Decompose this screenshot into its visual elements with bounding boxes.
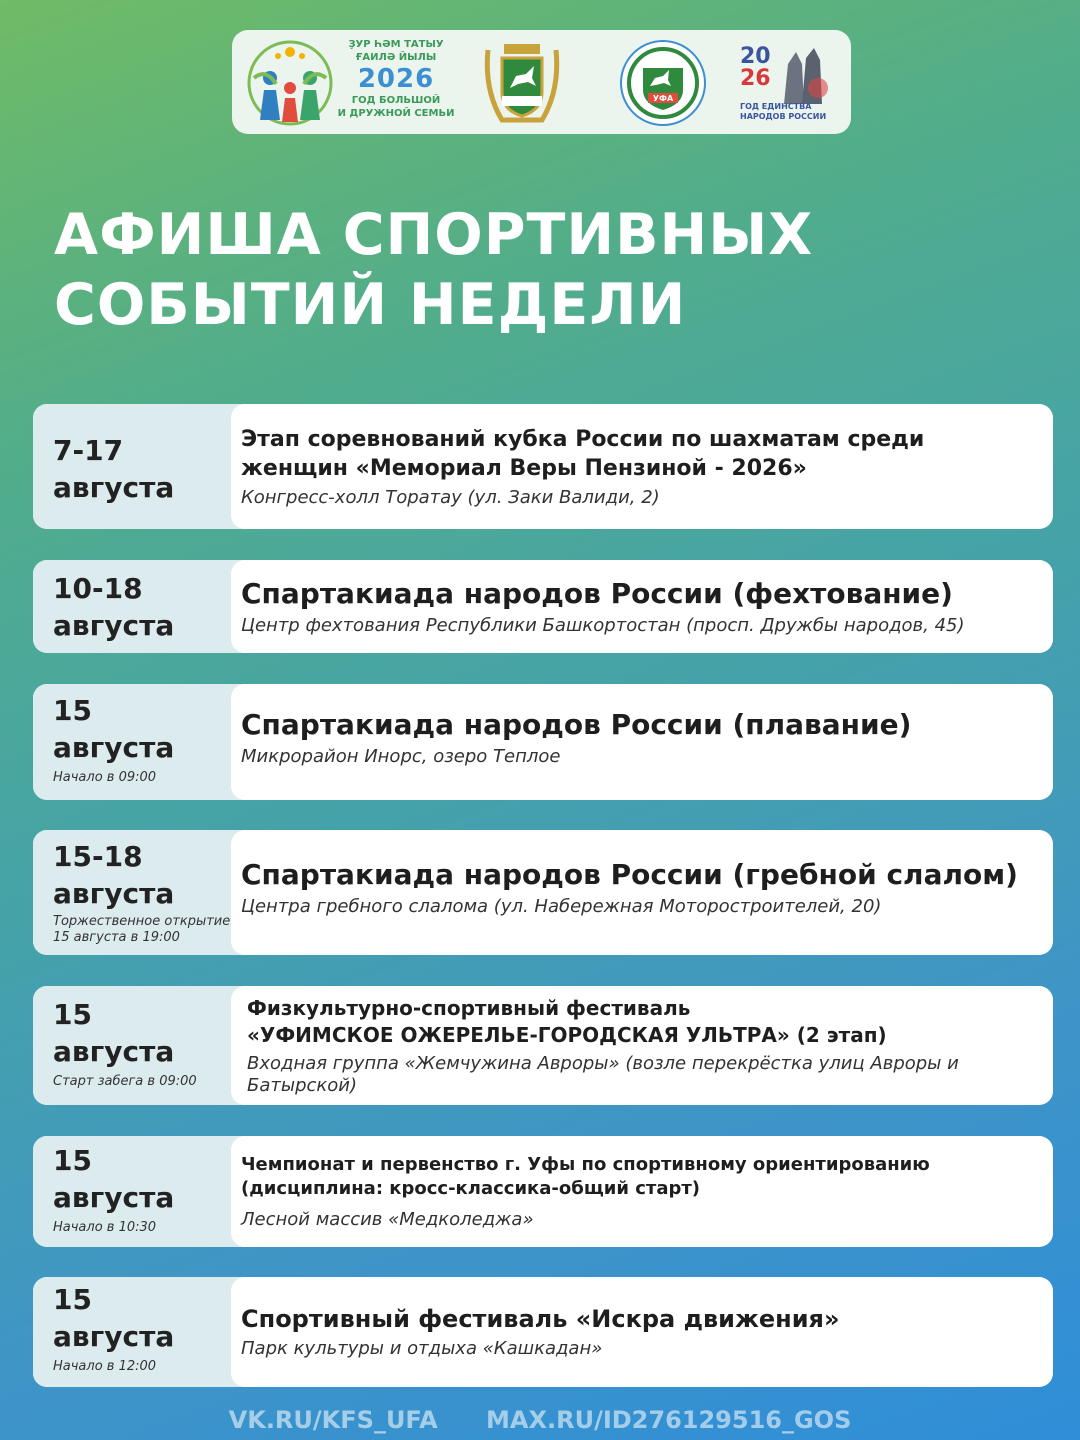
page-title-line2: СОБЫТИЙ НЕДЕЛИ xyxy=(54,272,687,338)
footer-link-vk[interactable]: VK.RU/KFS_UFA xyxy=(228,1406,438,1434)
event-info xyxy=(231,1277,1053,1387)
event-title: Чемпионат и первенство г. Уфы по спортивному ориентированию (дисциплина: кросс-классика-общий старт) xyxy=(241,1153,930,1199)
event-date-month: августа xyxy=(53,731,175,764)
event-date-range: 15 xyxy=(53,694,92,727)
event-card xyxy=(33,404,1053,529)
event-date-note-2: 15 августа в 19:00 xyxy=(53,930,180,945)
event-date xyxy=(33,986,243,1105)
event-date-month: августа xyxy=(53,1181,175,1214)
event-info xyxy=(231,986,1053,1105)
family-year-emblem xyxy=(246,38,334,128)
event-date-month: августа xyxy=(53,1320,175,1353)
event-card xyxy=(33,1136,1053,1247)
page-title-line1: АФИША СПОРТИВНЫХ xyxy=(54,202,814,268)
unity-year-line2: НАРОДОВ РОССИИ xyxy=(740,112,827,121)
event-date xyxy=(33,684,243,800)
event-date xyxy=(33,1277,243,1387)
family-year-line2: ҒАИЛӘ ЙЫЛЫ xyxy=(355,52,437,63)
event-title: Спартакиада народов России (гребной слалом) xyxy=(241,858,1018,891)
event-info xyxy=(231,684,1053,800)
event-date-range: 10-18 xyxy=(53,572,143,605)
event-date-note: Начало в 12:00 xyxy=(53,1359,157,1374)
event-info xyxy=(231,1136,1053,1247)
event-date xyxy=(33,1136,243,1247)
event-date-note: Торжественное открытие xyxy=(53,914,231,929)
coat-of-arms-icon xyxy=(482,40,562,126)
event-place: Лесной массив «Медколеджа» xyxy=(241,1208,534,1230)
event-title: Спартакиада народов России (плавание) xyxy=(241,708,912,741)
event-place: Центр фехтования Республики Башкортостан (просп. Дружбы народов, 45) xyxy=(241,614,965,636)
event-date-month: августа xyxy=(53,471,175,504)
event-date-note: Начало в 10:30 xyxy=(53,1220,157,1235)
event-title: Спортивный фестиваль «Искра движения» xyxy=(241,1304,840,1333)
event-date xyxy=(33,830,243,955)
event-date-range: 15 xyxy=(53,1283,92,1316)
event-place: Конгресс-холл Торатау (ул. Заки Валиди, 2) xyxy=(241,486,660,508)
event-date xyxy=(33,404,243,529)
event-card xyxy=(33,830,1053,955)
unity-year-emblem xyxy=(738,44,832,124)
event-place: Парк культуры и отдыха «Кашкадан» xyxy=(241,1337,603,1359)
event-info xyxy=(231,560,1053,653)
unity-year-line1: ГОД ЕДИНСТВА xyxy=(740,102,812,111)
event-place: Входная группа «Жемчужина Авроры» (возле перекрёстка улиц Авроры и Батырской) xyxy=(247,1052,959,1096)
event-date-range: 7-17 xyxy=(53,434,124,467)
family-year-line1: ҘУР ҺӘМ ТАТЫУ xyxy=(348,39,444,50)
event-card xyxy=(33,684,1053,800)
event-date-month: августа xyxy=(53,877,175,910)
event-card xyxy=(33,560,1053,653)
family-year-text xyxy=(336,38,456,130)
ufa-badge-label: УФА xyxy=(652,94,674,103)
event-place: Центра гребного слалома (ул. Набережная Моторостроителей, 20) xyxy=(241,896,882,917)
event-date-range: 15 xyxy=(53,1144,92,1177)
logo-bar xyxy=(232,30,851,134)
event-date-range: 15-18 xyxy=(53,840,143,873)
event-date-month: августа xyxy=(53,1035,175,1068)
event-date-range: 15 xyxy=(53,998,92,1031)
ufa-badge-icon xyxy=(618,38,708,128)
event-title: Спартакиада народов России (фехтование) xyxy=(241,576,953,610)
page-title xyxy=(54,200,813,340)
footer-link-max[interactable]: MAX.RU/ID276129516_GOS xyxy=(486,1406,852,1434)
unity-year-top: 20 xyxy=(740,44,771,69)
event-card xyxy=(33,986,1053,1105)
event-info xyxy=(231,404,1053,529)
family-year-line3: ГОД БОЛЬШОЙ xyxy=(351,95,441,106)
event-date-note: Начало в 09:00 xyxy=(53,770,157,785)
footer-links xyxy=(0,1406,1080,1434)
event-place: Микрорайон Инорс, озеро Теплое xyxy=(241,746,561,767)
unity-year-bottom: 26 xyxy=(740,66,771,91)
event-title: Физкультурно-спортивный фестиваль «УФИМСКОЕ ОЖЕРЕЛЬЕ-ГОРОДСКАЯ УЛЬТРА» (2 этап) xyxy=(247,995,887,1047)
event-date xyxy=(33,560,243,653)
event-card xyxy=(33,1277,1053,1387)
event-date-month: августа xyxy=(53,609,175,642)
family-year-line4: И ДРУЖНОЙ СЕМЬИ xyxy=(337,108,455,119)
family-year-number: 2026 xyxy=(357,64,435,94)
event-info xyxy=(231,830,1053,955)
event-date-note: Старт забега в 09:00 xyxy=(53,1074,197,1089)
event-title: Этап соревнований кубка России по шахматам среди женщин «Мемориал Веры Пензиной - 2026» xyxy=(241,426,925,481)
